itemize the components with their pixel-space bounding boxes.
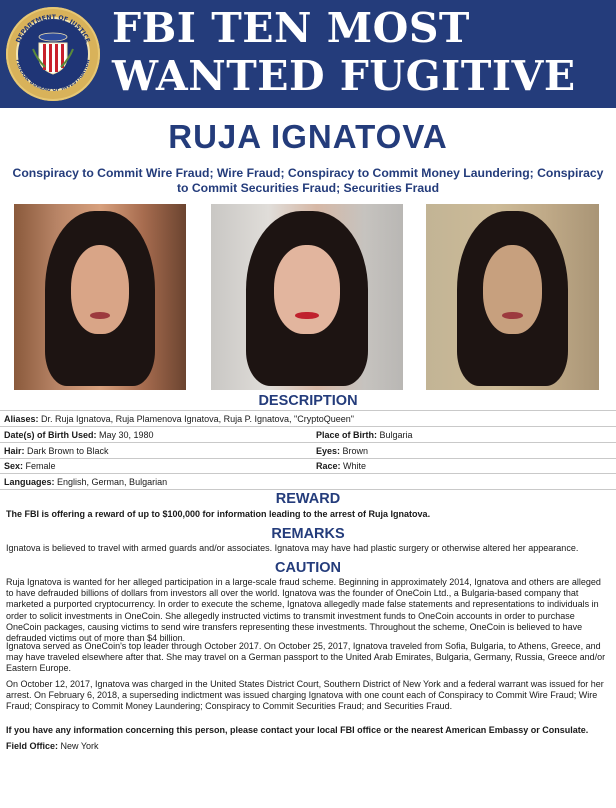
caution-heading: CAUTION (274, 560, 342, 576)
caution-paragraph-1: Ruja Ignatova is wanted for her alleged participation in a large-scale fraud scheme. Beginning in approximately 2014, Ignatova and others are alleged to have defrauded billions of dollars from investors all over the world. Ignatova was the founder of OneCoin Ltd., a Bulgaria-based company that marketed a purported cryptocurrency. In order to execute the scheme, Ignatova allegedly made false statements and representations to individuals in order to solicit investments in OneCoin. She allegedly instructed victims to transmit investment funds to OneCoin accounts in order to purchase OneCoin packages, causing victims to send wire transfers representing these investments. Throughout the scheme, OneCoin is believed to have defrauded victims out of more than $4 billion. (6, 577, 601, 644)
divider (0, 473, 616, 474)
svg-text:DEPARTMENT OF JUSTICE: DEPARTMENT OF JUSTICE (15, 13, 91, 44)
fbi-seal-icon (6, 7, 100, 101)
aliases-value: Dr. Ruja Ignatova, Ruja Plamenova Ignatova, Ruja P. Ignatova, "CryptoQueen" (41, 414, 354, 424)
dob-label: Date(s) of Birth Used: (4, 430, 97, 440)
title-line-1: FBI TEN MOST (112, 4, 470, 52)
divider (0, 489, 616, 490)
eyes-row (316, 446, 368, 456)
fugitive-photo-1 (14, 204, 186, 390)
charges-text: Conspiracy to Commit Wire Fraud; Wire Fraud; Conspiracy to Commit Money Laundering; Conspiracy to Commit Securities Fraud; Securities Fraud (12, 166, 604, 195)
fugitive-name: RUJA IGNATOVA (168, 118, 448, 155)
field-office (6, 741, 610, 752)
pob-value: Bulgaria (379, 430, 413, 440)
field-office-label: Field Office: (6, 741, 59, 751)
sex-label: Sex: (4, 461, 24, 471)
caution-paragraph-2: Ignatova served as OneCoin's top leader through October 2017. On October 25, 2017, Ignatova traveled from Sofia, Bulgaria, to Athens, Greece, and may have traveled elsewhere after that. She may travel on a German passport to the United Arab Emirates, Bulgaria, Germany, Russia, Greece and/or Eastern Europe. (6, 641, 606, 674)
fugitive-photo-2 (211, 204, 403, 390)
reward-heading: REWARD (275, 491, 341, 507)
divider (0, 426, 616, 427)
header-banner (0, 0, 616, 108)
race-value: White (343, 461, 367, 471)
svg-text:FEDERAL BUREAU OF INVESTIGATIO: FEDERAL BUREAU OF INVESTIGATION (14, 58, 92, 94)
caution-paragraph-3: On October 12, 2017, Ignatova was charged in the United States District Court, Southern District of New York and a federal warrant was issued for her arrest. On February 6, 2018, a superseding indictment was issued charging Ignatova with one count each of Conspiracy to Commit Wire Fraud; Wire Fraud; Conspiracy to Commit Money Laundering; Conspiracy to Commit Securities Fraud; and Securities Fraud. (6, 679, 604, 712)
hair-label: Hair: (4, 446, 25, 456)
languages-value: English, German, Bulgarian (57, 477, 168, 487)
title-line-2: WANTED FUGITIVE (112, 52, 576, 100)
divider (0, 410, 616, 411)
remarks-text: Ignatova is believed to travel with armed guards and/or associates. Ignatova may have had plastic surgery or otherwise altered her appearance. (6, 543, 579, 553)
contact-text: If you have any information concerning this person, please contact your local FBI office or the nearest American Embassy or Consulate. (6, 725, 589, 735)
race-row (316, 461, 366, 471)
sex-value: Female (25, 461, 56, 471)
eyes-label: Eyes: (316, 446, 341, 456)
languages-label: Languages: (4, 477, 55, 487)
divider (0, 442, 616, 443)
sex-row (4, 461, 56, 471)
reward-text: The FBI is offering a reward of up to $100,000 for information leading to the arrest of Ruja Ignatova. (6, 509, 431, 519)
pob-label: Place of Birth: (316, 430, 378, 440)
race-label: Race: (316, 461, 341, 471)
dob-row (4, 430, 154, 440)
description-heading: DESCRIPTION (258, 393, 358, 409)
field-office-value: New York (60, 741, 99, 751)
aliases-row (4, 414, 354, 424)
divider (0, 458, 616, 459)
hair-row (4, 446, 109, 456)
languages-row (4, 477, 167, 487)
pob-row (316, 430, 413, 440)
eyes-value: Brown (342, 446, 369, 456)
remarks-heading: REMARKS (271, 526, 345, 542)
hair-value: Dark Brown to Black (27, 446, 109, 456)
poster-title (112, 4, 612, 100)
fugitive-photo-3 (426, 204, 599, 390)
aliases-label: Aliases: (4, 414, 39, 424)
dob-value: May 30, 1980 (99, 430, 154, 440)
